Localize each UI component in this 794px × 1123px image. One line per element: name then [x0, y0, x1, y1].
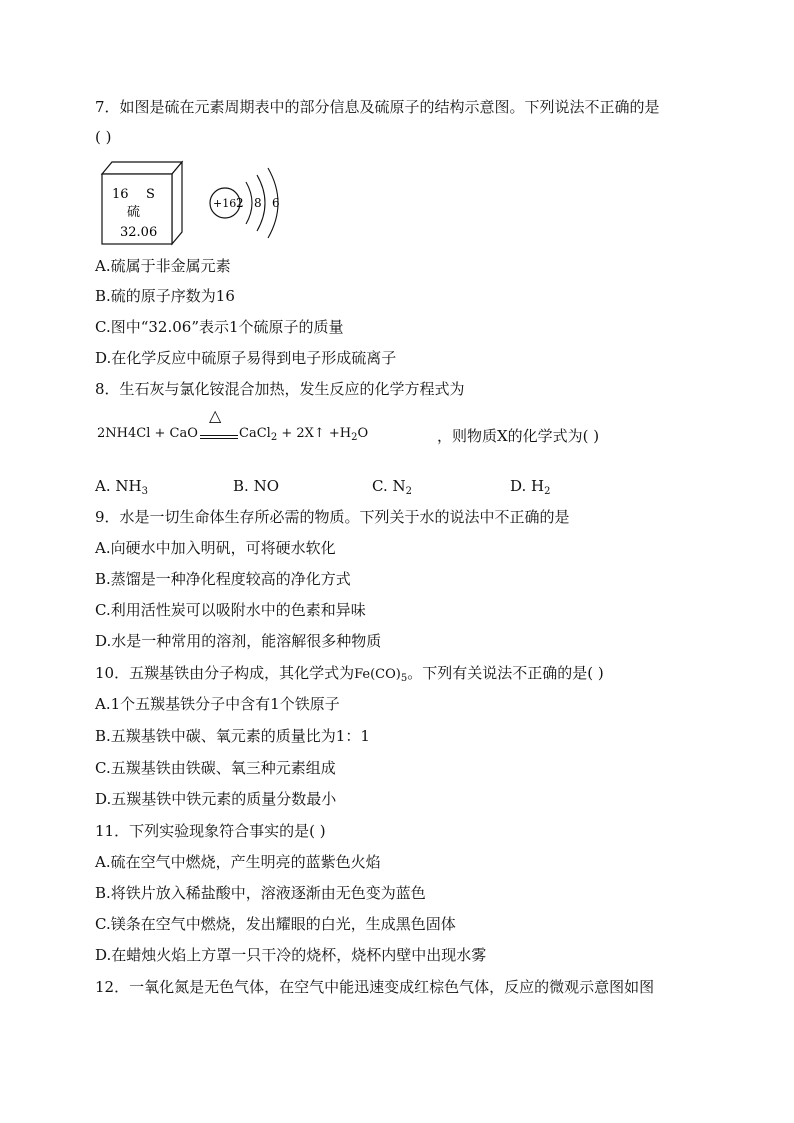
atomic-number: 16	[112, 187, 129, 202]
equation-bar	[200, 435, 238, 436]
sulfur-diagram	[100, 158, 300, 248]
q8-options	[95, 477, 695, 499]
question-8-stem: 8．生石灰与氯化铵混合加热，发生反应的化学方程式为	[95, 380, 465, 398]
q11-option-b[interactable]: B.将铁片放入稀盐酸中，溶液逐渐由无色变为蓝色	[95, 884, 426, 902]
q9-option-b[interactable]: B.蒸馏是一种净化程度较高的净化方式	[95, 570, 351, 588]
electrons-shell-2: 8	[254, 196, 262, 210]
equation-bar-2	[200, 438, 238, 439]
q11-option-a[interactable]: A.硫在空气中燃烧，产生明亮的蓝紫色火焰	[95, 853, 381, 871]
q8-option-d[interactable]: D. $H_2$	[510, 477, 551, 497]
q7-option-a[interactable]: A.硫属于非金属元素	[95, 257, 231, 275]
element-name: 硫	[127, 205, 141, 220]
q8-option-b[interactable]: B. NO	[233, 477, 280, 495]
shell-1	[246, 182, 252, 224]
question-10-stem: 10．五羰基铁由分子构成，其化学式为$Fe(CO)_5$。下列有关说法不正确的是( )	[95, 664, 604, 684]
q11-option-c[interactable]: C.镁条在空气中燃烧，发出耀眼的白光，生成黑色固体	[95, 915, 456, 933]
element-symbol: S	[146, 187, 155, 202]
q8-option-a[interactable]: A. $NH_3$	[95, 477, 148, 497]
question-12-stem: 12．一氧化氮是无色气体，在空气中能迅速变成红棕色气体，反应的微观示意图如图	[95, 978, 655, 996]
q10-option-a[interactable]: A.1个五羰基铁分子中含有1个铁原子	[95, 695, 340, 713]
box-side	[172, 162, 182, 244]
heat-condition-icon: △	[209, 406, 222, 425]
q8-option-c[interactable]: C. $N_2$	[372, 477, 412, 497]
answer-paren: ( )	[95, 128, 112, 146]
atomic-mass: 32.06	[120, 225, 158, 240]
question-7-stem: 7．如图是硫在元素周期表中的部分信息及硫原子的结构示意图。下列说法不正确的是	[95, 98, 660, 116]
equation-question: ，则物质X的化学式为( )	[437, 427, 600, 445]
q7-option-b[interactable]: B.硫的原子序数为16	[95, 287, 235, 305]
q9-option-a[interactable]: A.向硬水中加入明矾，可将硬水软化	[95, 539, 336, 557]
nucleus-charge: +16	[213, 197, 237, 210]
q10-option-b[interactable]: B.五羰基铁中碳、氧元素的质量比为1：1	[95, 727, 370, 745]
box-top	[102, 162, 182, 174]
q9-option-d[interactable]: D.水是一种常用的溶剂，能溶解很多种物质	[95, 632, 382, 650]
q7-option-c[interactable]: C.图中“32.06”表示1个硫原子的质量	[95, 318, 344, 336]
question-9-stem: 9．水是一切生命体生存所必需的物质。下列关于水的说法中不正确的是	[95, 508, 570, 526]
q11-option-d[interactable]: D.在蜡烛火焰上方罩一只干冷的烧杯，烧杯内壁中出现水雾	[95, 946, 487, 964]
equation-left: 2NH4Cl + CaO	[97, 426, 198, 441]
question-11-stem: 11．下列实验现象符合事实的是( )	[95, 822, 326, 840]
electrons-shell-1: 2	[236, 196, 244, 210]
q10-option-d[interactable]: D.五羰基铁中铁元素的质量分数最小	[95, 790, 337, 808]
q7-option-d[interactable]: D.在化学反应中硫原子易得到电子形成硫离子	[95, 349, 397, 367]
equation-right: CaCl$_2$ + 2X↑ $+H_2O$	[239, 426, 369, 443]
q9-option-c[interactable]: C.利用活性炭可以吸附水中的色素和异味	[95, 601, 366, 619]
sulfur-figure	[100, 158, 300, 248]
electrons-shell-3: 6	[272, 196, 280, 210]
q10-option-c[interactable]: C.五羰基铁由铁碳、氧三种元素组成	[95, 759, 336, 777]
